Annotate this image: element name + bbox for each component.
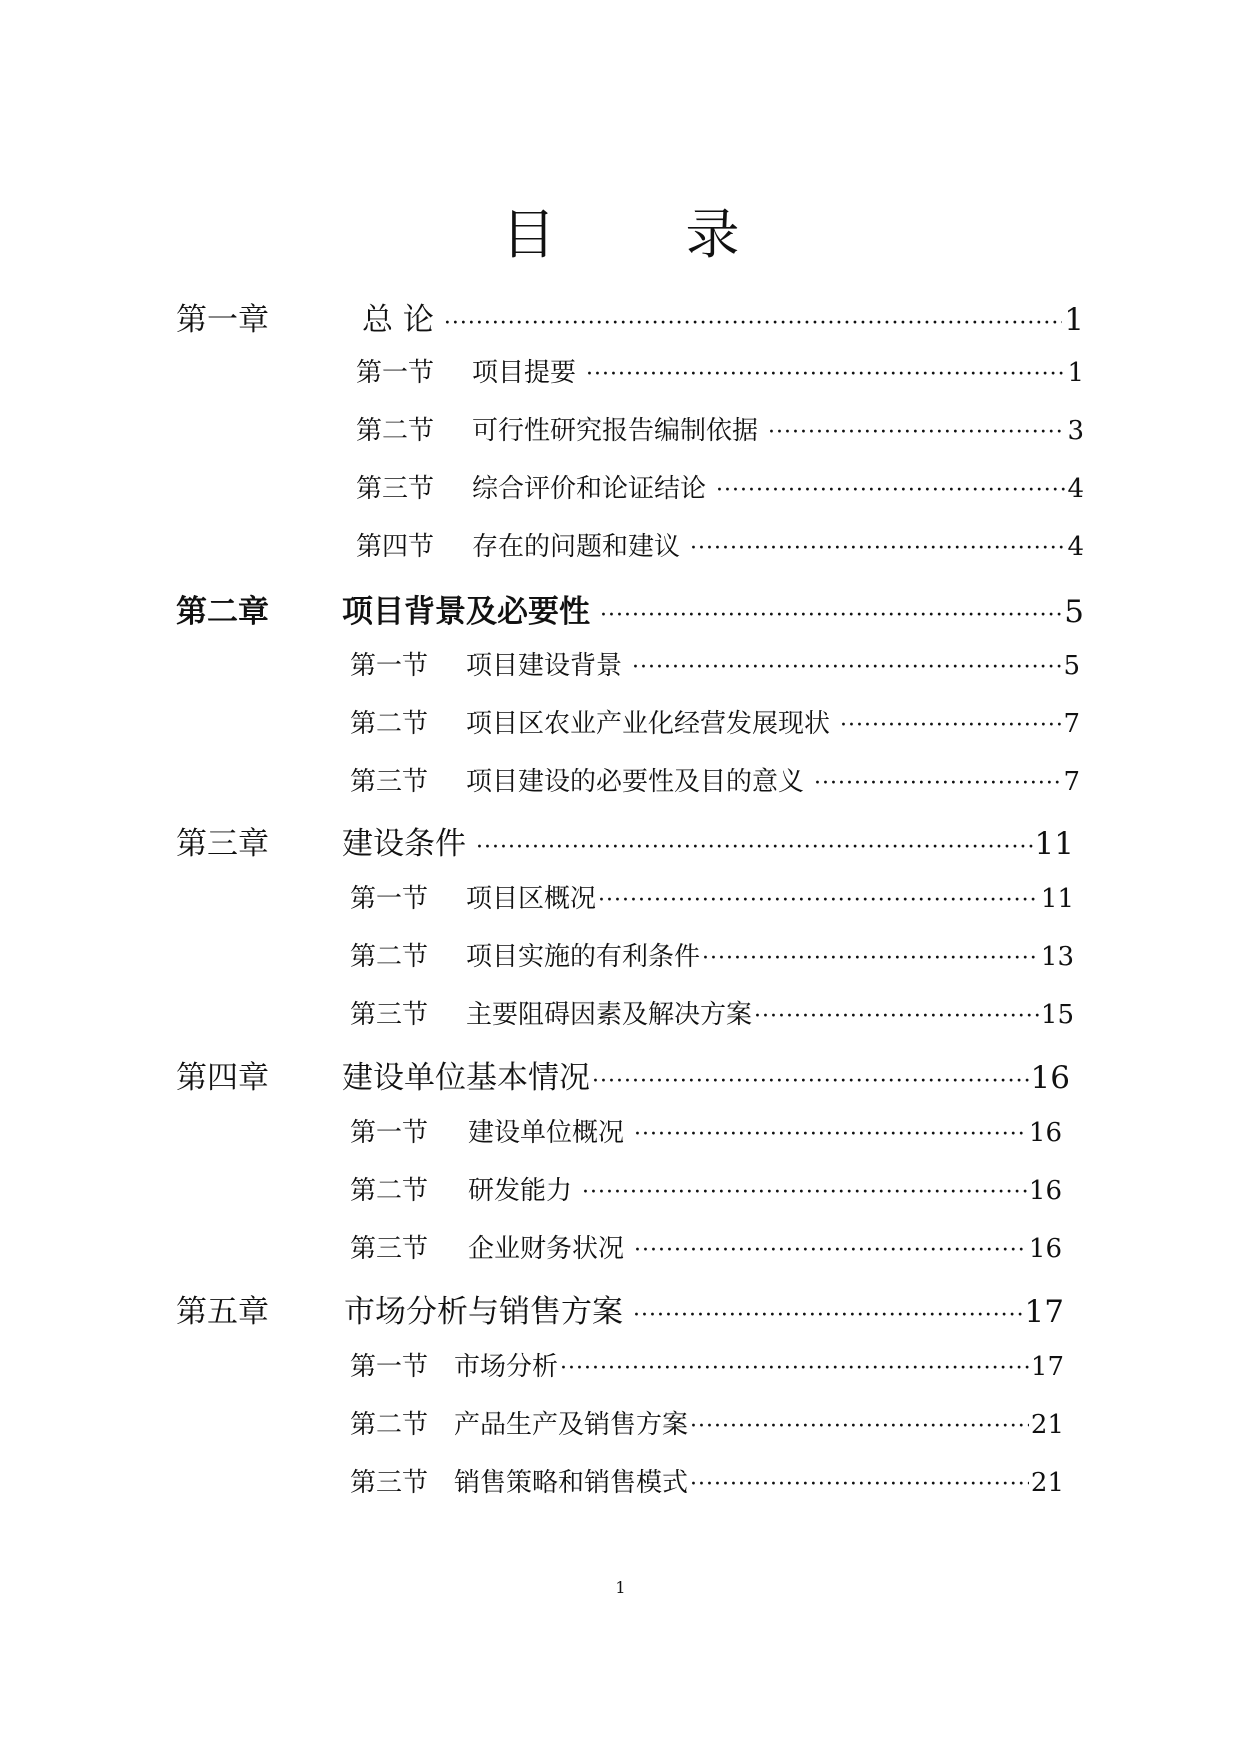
section-title: 销售策略和销售模式 [454, 1468, 689, 1498]
toc-section[interactable] [350, 936, 1074, 973]
dot-leader [476, 835, 1033, 860]
toc-section[interactable] [350, 1404, 1064, 1441]
page-number: 21 [1030, 1468, 1064, 1498]
page-number: 5 [1064, 594, 1084, 630]
page-number: 21 [1030, 1410, 1064, 1440]
section-number: 第二节 [350, 942, 429, 972]
chapter-title: 建设条件 [342, 826, 466, 862]
section-number: 第二节 [350, 1176, 429, 1206]
toc-section[interactable] [356, 468, 1084, 505]
dot-leader [840, 713, 1061, 738]
chapter-title: 总 论 [362, 302, 434, 338]
section-title: 项目实施的有利条件 [466, 942, 701, 972]
dot-leader [582, 1180, 1027, 1205]
section-number: 第二节 [356, 416, 435, 446]
dot-leader [690, 536, 1065, 561]
page-number: 7 [1063, 767, 1080, 797]
section-title: 可行性研究报告编制依据 [472, 416, 759, 446]
dot-leader [634, 1122, 1027, 1147]
page-number: 15 [1040, 1000, 1074, 1030]
toc-section[interactable] [356, 410, 1084, 447]
dot-leader [814, 771, 1061, 796]
dot-leader [634, 1238, 1027, 1263]
toc-chapter-1[interactable] [176, 294, 1084, 339]
dot-leader [690, 1414, 1029, 1439]
toc-chapter-5[interactable] [176, 1286, 1064, 1331]
dot-leader [600, 603, 1062, 628]
dot-leader [702, 946, 1039, 971]
toc-section[interactable] [350, 1112, 1062, 1149]
dot-leader [586, 362, 1065, 387]
chapter-number: 第五章 [176, 1294, 269, 1330]
toc-section[interactable] [350, 1462, 1064, 1499]
dot-leader [768, 420, 1065, 445]
page-number: 5 [1063, 651, 1080, 681]
page-number: 11 [1034, 826, 1074, 862]
section-title: 研发能力 [468, 1176, 573, 1206]
toc-chapter-4[interactable] [176, 1052, 1070, 1097]
section-title: 产品生产及销售方案 [454, 1410, 689, 1440]
toc-section[interactable] [350, 703, 1080, 740]
page-number: 11 [1040, 884, 1074, 914]
section-title: 建设单位概况 [468, 1118, 625, 1148]
dot-leader [754, 1004, 1039, 1029]
page-number: 1 [1064, 302, 1084, 338]
page-number: 16 [1028, 1176, 1062, 1206]
page-number: 17 [1030, 1352, 1064, 1382]
toc-section[interactable] [350, 1170, 1062, 1207]
chapter-number: 第二章 [176, 594, 269, 630]
page-number: 4 [1067, 474, 1084, 504]
dot-leader [632, 655, 1061, 680]
page-number: 7 [1063, 709, 1080, 739]
section-number: 第二节 [350, 709, 429, 739]
page-number: 3 [1067, 416, 1084, 446]
section-title: 项目提要 [472, 358, 577, 388]
section-title: 项目区农业产业化经营发展现状 [466, 709, 831, 739]
section-title: 企业财务状况 [468, 1234, 625, 1264]
chapter-title: 市场分析与销售方案 [344, 1294, 623, 1330]
dot-leader [598, 888, 1039, 913]
toc-section[interactable] [350, 645, 1080, 682]
toc-chapter-3[interactable] [176, 818, 1074, 863]
section-number: 第四节 [356, 532, 435, 562]
toc-section[interactable] [350, 1346, 1064, 1383]
toc-title [0, 192, 1241, 269]
section-title: 项目区概况 [466, 884, 597, 914]
section-title: 主要阻碍因素及解决方案 [466, 1000, 753, 1030]
toc-section[interactable] [350, 761, 1080, 798]
section-number: 第一节 [350, 651, 429, 681]
page-number: 13 [1040, 942, 1074, 972]
toc-section[interactable] [356, 526, 1084, 563]
dot-leader [592, 1069, 1029, 1094]
section-number: 第一节 [350, 1118, 429, 1148]
page-number: 16 [1028, 1234, 1062, 1264]
toc-section[interactable] [350, 878, 1074, 915]
dot-leader [690, 1472, 1029, 1497]
page-number: 16 [1030, 1060, 1070, 1096]
section-title: 项目建设背景 [466, 651, 623, 681]
page-number: 4 [1067, 532, 1084, 562]
section-number: 第三节 [356, 474, 435, 504]
toc-chapter-2[interactable] [176, 586, 1084, 631]
section-number: 第一节 [350, 884, 429, 914]
toc-section[interactable] [356, 352, 1084, 389]
page-number: 16 [1028, 1118, 1062, 1148]
section-number: 第一节 [356, 358, 435, 388]
section-number: 第三节 [350, 1468, 429, 1498]
toc-title-left: 目 [501, 203, 556, 266]
dot-leader [716, 478, 1065, 503]
dot-leader [444, 311, 1062, 336]
chapter-number: 第一章 [176, 302, 269, 338]
footer-page-number: 1 [615, 1578, 626, 1597]
section-number: 第二节 [350, 1410, 429, 1440]
dot-leader [633, 1303, 1023, 1328]
page-number: 17 [1024, 1294, 1064, 1330]
page-number: 1 [1067, 358, 1084, 388]
section-number: 第一节 [350, 1352, 429, 1382]
chapter-number: 第四章 [176, 1060, 269, 1096]
section-title: 市场分析 [454, 1352, 559, 1382]
toc-section[interactable] [350, 1228, 1062, 1265]
chapter-title: 建设单位基本情况 [342, 1060, 590, 1096]
dot-leader [560, 1356, 1029, 1381]
section-title: 存在的问题和建议 [472, 532, 681, 562]
section-number: 第三节 [350, 1234, 429, 1264]
toc-section[interactable] [350, 994, 1074, 1031]
chapter-title: 项目背景及必要性 [342, 594, 590, 630]
section-title: 综合评价和论证结论 [472, 474, 707, 504]
section-number: 第三节 [350, 1000, 429, 1030]
chapter-number: 第三章 [176, 826, 269, 862]
section-number: 第三节 [350, 767, 429, 797]
toc-title-right: 录 [685, 203, 740, 266]
section-title: 项目建设的必要性及目的意义 [466, 767, 805, 797]
